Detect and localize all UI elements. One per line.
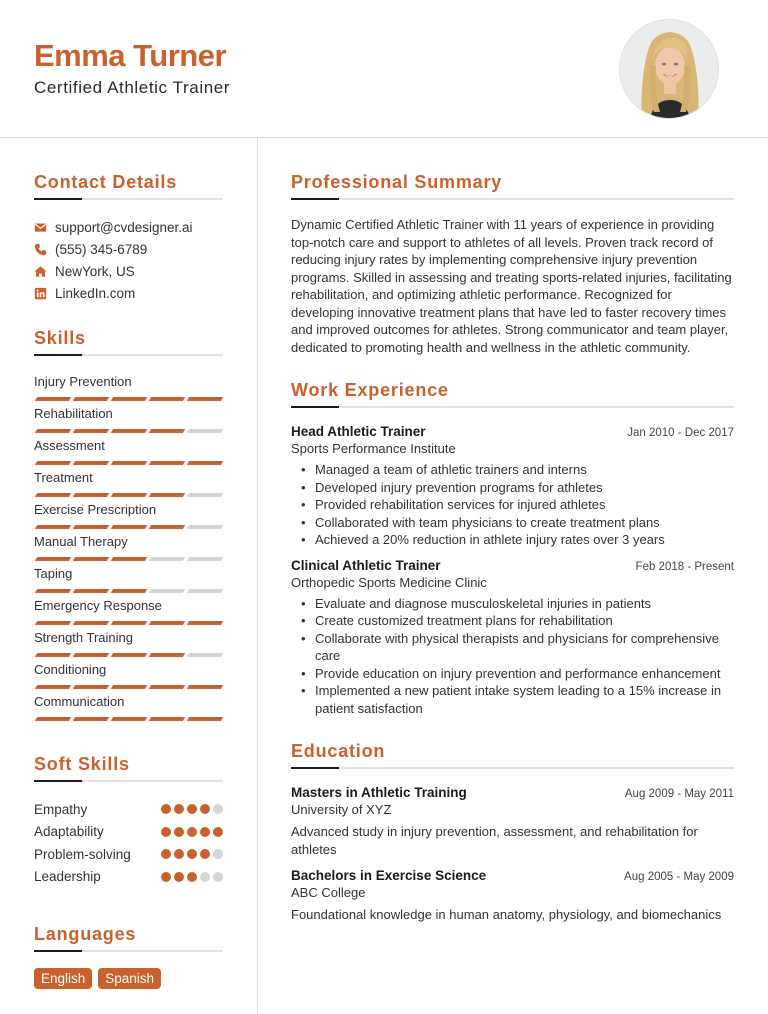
rating-dot-filled-icon [213, 827, 223, 837]
section-rule [34, 780, 223, 782]
rating-dot-filled-icon [200, 804, 210, 814]
rating-dot-filled-icon [187, 804, 197, 814]
level-segment-filled [73, 461, 109, 465]
level-segment-empty [187, 589, 223, 593]
level-segment-filled [111, 397, 147, 401]
level-segment-empty [149, 589, 185, 593]
section-rule [34, 950, 223, 952]
soft-skill-rating [161, 872, 223, 882]
contact-linkedin[interactable] [34, 282, 223, 304]
level-segment-filled [187, 397, 223, 401]
level-segment-filled [73, 525, 109, 529]
level-segment-filled [149, 397, 185, 401]
soft-skill-item [34, 821, 223, 844]
rating-dot-filled-icon [200, 827, 210, 837]
skill-level-bar [34, 429, 223, 433]
level-segment-empty [149, 557, 185, 561]
level-segment-empty [187, 557, 223, 561]
sidebar [34, 172, 223, 989]
experience-section [291, 380, 734, 717]
level-segment-filled [73, 653, 109, 657]
skill-item [34, 470, 223, 502]
skill-level-bar [34, 461, 223, 465]
rating-dot-filled-icon [174, 827, 184, 837]
candidate-name: Emma Turner [34, 38, 227, 73]
soft-skill-label: Problem-solving [34, 846, 131, 862]
languages-section [34, 924, 223, 989]
level-segment-filled [149, 717, 185, 721]
job-bullet: • Implemented a new patient intake system leading to a 15% increase in patient satisfaction [315, 682, 734, 717]
level-segment-filled [73, 717, 109, 721]
education-entry [291, 785, 734, 858]
level-segment-filled [111, 685, 147, 689]
contact-phone-text: (555) 345-6789 [55, 241, 148, 257]
skill-item [34, 406, 223, 438]
job-title: Head Athletic Trainer [291, 424, 426, 439]
level-segment-filled [73, 397, 109, 401]
portrait-illustration [620, 20, 719, 119]
rating-dot-filled-icon [187, 827, 197, 837]
contact-list [34, 216, 223, 304]
level-segment-filled [111, 717, 147, 721]
soft-skill-label: Empathy [34, 801, 88, 817]
skill-item [34, 438, 223, 470]
job-bullet: • Collaborated with team physicians to create treatment plans [315, 514, 734, 532]
level-segment-filled [149, 461, 185, 465]
home-icon [34, 265, 47, 278]
skill-level-bar [34, 557, 223, 561]
skill-label: Strength Training [34, 630, 134, 645]
job-bullet: • Achieved a 20% reduction in athlete injury rates over 3 years [315, 531, 734, 549]
level-segment-filled [35, 429, 71, 433]
level-segment-filled [111, 525, 147, 529]
job-organization: Orthopedic Sports Medicine Clinic [291, 574, 487, 590]
level-segment-empty [187, 653, 223, 657]
soft-skill-label: Adaptability [34, 824, 104, 840]
job-bullets [291, 461, 734, 549]
contact-location [34, 260, 223, 282]
section-rule [34, 198, 223, 200]
language-badge: Spanish [98, 968, 161, 989]
skill-label: Assessment [34, 438, 105, 453]
level-segment-filled [73, 685, 109, 689]
level-segment-filled [111, 589, 147, 593]
skill-level-bar [34, 589, 223, 593]
level-segment-filled [111, 653, 147, 657]
level-segment-filled [73, 493, 109, 497]
skill-label: Taping [34, 566, 73, 581]
rating-dot-filled-icon [161, 804, 171, 814]
level-segment-empty [187, 493, 223, 497]
section-rule [291, 198, 734, 200]
candidate-title: Certified Athletic Trainer [34, 78, 231, 97]
education-dates: Aug 2005 - May 2009 [624, 871, 734, 883]
education-section [291, 741, 734, 924]
rating-dot-filled-icon [174, 872, 184, 882]
skill-level-bar [34, 621, 223, 625]
job-bullet: • Developed injury prevention programs for athletes [315, 479, 734, 497]
job-bullet: • Provide education on injury prevention and performance enhancement [315, 665, 734, 683]
summary-heading: Professional Summary [291, 172, 503, 192]
level-segment-filled [35, 397, 71, 401]
soft-skill-rating [161, 827, 223, 837]
linkedin-icon [34, 287, 47, 300]
section-rule [291, 767, 734, 769]
level-segment-empty [187, 429, 223, 433]
level-segment-filled [35, 493, 71, 497]
level-segment-filled [35, 653, 71, 657]
job-dates: Feb 2018 - Present [635, 560, 734, 573]
skill-level-bar [34, 653, 223, 657]
contact-section [34, 172, 223, 304]
level-segment-filled [35, 685, 71, 689]
skill-item [34, 566, 223, 598]
summary-section [291, 172, 734, 356]
rating-dot-empty-icon [200, 872, 210, 882]
section-rule [34, 354, 223, 356]
level-segment-filled [187, 621, 223, 625]
section-rule [291, 406, 734, 408]
level-segment-filled [35, 589, 71, 593]
profile-photo [619, 19, 719, 119]
level-segment-filled [111, 557, 147, 561]
job-bullet: • Provided rehabilitation services for injured athletes [315, 496, 734, 514]
soft-skills-heading: Soft Skills [34, 754, 130, 774]
rating-dot-filled-icon [174, 849, 184, 859]
contact-heading: Contact Details [34, 172, 178, 192]
main-content [291, 172, 734, 924]
level-segment-filled [73, 589, 109, 593]
skill-item [34, 502, 223, 534]
level-segment-filled [35, 461, 71, 465]
job-title: Clinical Athletic Trainer [291, 557, 441, 573]
level-segment-filled [149, 621, 185, 625]
education-heading: Education [291, 741, 386, 761]
skills-section [34, 328, 223, 726]
level-segment-filled [35, 525, 71, 529]
level-segment-filled [111, 493, 147, 497]
skill-label: Injury Prevention [34, 374, 132, 389]
level-segment-empty [187, 525, 223, 529]
job-bullet: • Create customized treatment plans for rehabilitation [315, 612, 734, 630]
languages-list [34, 968, 223, 989]
skill-label: Communication [34, 694, 125, 709]
rating-dot-empty-icon [213, 849, 223, 859]
rating-dot-filled-icon [187, 849, 197, 859]
level-segment-filled [187, 685, 223, 689]
soft-skill-item [34, 843, 223, 866]
soft-skill-item [34, 798, 223, 821]
job-dates: Jan 2010 - Dec 2017 [627, 427, 734, 439]
level-segment-filled [149, 653, 185, 657]
job-bullet: • Evaluate and diagnose musculoskeletal injuries in patients [315, 595, 734, 613]
level-segment-filled [111, 461, 147, 465]
rating-dot-empty-icon [213, 872, 223, 882]
phone-icon [34, 243, 47, 256]
skill-label: Treatment [34, 470, 93, 485]
soft-skill-rating [161, 849, 223, 859]
skills-list [34, 374, 223, 726]
level-segment-filled [35, 717, 71, 721]
job-bullet: • Collaborate with physical therapists and physicians for comprehensive care [315, 630, 734, 665]
skill-item [34, 374, 223, 406]
skills-heading: Skills [34, 328, 86, 348]
contact-location-text: NewYork, US [55, 263, 135, 279]
contact-email-text: support@cvdesigner.ai [55, 219, 193, 235]
soft-skill-item [34, 866, 223, 889]
level-segment-filled [111, 621, 147, 625]
skill-level-bar [34, 685, 223, 689]
education-description: Foundational knowledge in human anatomy, physiology, and biomechanics [291, 907, 722, 922]
skill-level-bar [34, 397, 223, 401]
education-dates: Aug 2009 - May 2011 [624, 788, 734, 800]
skill-item [34, 694, 223, 726]
experience-heading: Work Experience [291, 380, 449, 400]
school-name: ABC College [291, 885, 366, 900]
soft-skill-rating [161, 804, 223, 814]
language-badge: English [34, 968, 92, 989]
level-segment-filled [35, 557, 71, 561]
level-segment-filled [149, 685, 185, 689]
job-entry [291, 424, 734, 549]
level-segment-filled [111, 429, 147, 433]
skill-level-bar [34, 717, 223, 721]
level-segment-filled [73, 557, 109, 561]
degree-title: Bachelors in Exercise Science [291, 868, 487, 883]
education-entry [291, 868, 734, 924]
skill-label: Conditioning [34, 662, 107, 677]
school-name: University of XYZ [291, 802, 392, 817]
level-segment-filled [187, 717, 223, 721]
soft-skills-section [34, 754, 223, 888]
rating-dot-empty-icon [213, 804, 223, 814]
skill-level-bar [34, 493, 223, 497]
rating-dot-filled-icon [200, 849, 210, 859]
level-segment-filled [73, 621, 109, 625]
skill-label: Exercise Prescription [34, 502, 157, 517]
education-description: Advanced study in injury prevention, assessment, and rehabilitation for athletes [291, 824, 698, 857]
rating-dot-filled-icon [161, 827, 171, 837]
resume-header [0, 0, 768, 138]
soft-skill-label: Leadership [34, 869, 101, 885]
skill-label: Rehabilitation [34, 406, 113, 421]
level-segment-filled [149, 525, 185, 529]
level-segment-filled [73, 429, 109, 433]
skill-label: Emergency Response [34, 598, 162, 613]
contact-phone[interactable] [34, 238, 223, 260]
skill-item [34, 534, 223, 566]
skill-level-bar [34, 525, 223, 529]
column-divider [257, 138, 258, 1014]
level-segment-filled [35, 621, 71, 625]
envelope-icon [34, 221, 47, 234]
skill-item [34, 662, 223, 694]
job-bullet: • Managed a team of athletic trainers and interns [315, 461, 734, 479]
soft-skills-list [34, 798, 223, 888]
contact-linkedin-text: LinkedIn.com [55, 285, 136, 301]
skill-item [34, 630, 223, 662]
rating-dot-filled-icon [161, 849, 171, 859]
skill-label: Manual Therapy [34, 534, 128, 549]
languages-heading: Languages [34, 924, 137, 944]
level-segment-filled [149, 493, 185, 497]
contact-email[interactable] [34, 216, 223, 238]
job-entry [291, 558, 734, 718]
degree-title: Masters in Athletic Training [291, 785, 467, 800]
level-segment-filled [149, 429, 185, 433]
level-segment-filled [187, 461, 223, 465]
rating-dot-filled-icon [187, 872, 197, 882]
job-bullets [291, 595, 734, 718]
job-organization: Sports Performance Institute [291, 441, 456, 456]
skill-item [34, 598, 223, 630]
rating-dot-filled-icon [161, 872, 171, 882]
summary-text: Dynamic Certified Athletic Trainer with 11 years of experience in providing top-notch care and support to athletes of all levels. Proven track record of reducing injury rates by implementing comprehensive injury prevention programs. Skilled in assessing and treating sports-related injuries, facilitating rehabilitation, and optimizing athletic performance. Recognized for developing innovative treatment plans that have led to faster recovery times and improved outcomes for athletes. Strong communicator and team player, dedicated to promoting health and wellness in the athletic community. [291, 217, 732, 355]
rating-dot-filled-icon [174, 804, 184, 814]
